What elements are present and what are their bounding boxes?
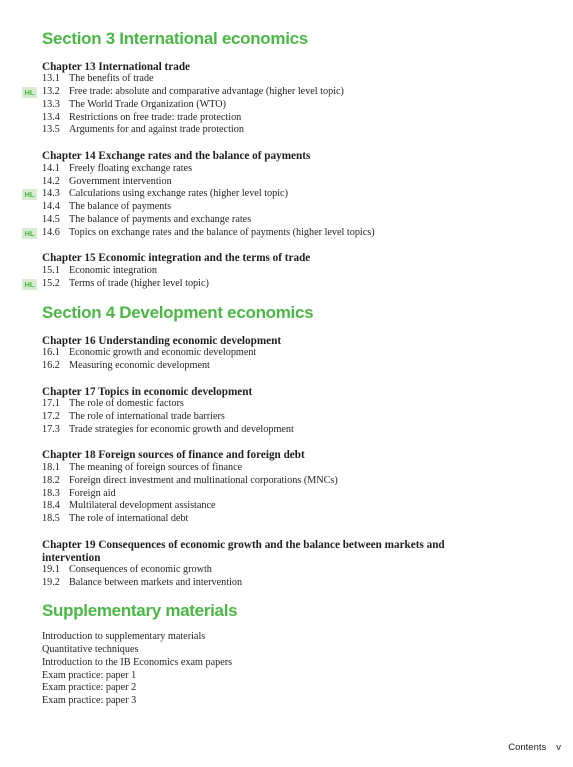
entry-number: 13.3 — [42, 99, 60, 110]
section-4-heading: Section 4 Development economics — [42, 303, 314, 322]
chapter-16-heading: Chapter 16 Understanding economic development — [42, 335, 282, 347]
entry-number: 18.3 — [42, 488, 60, 499]
toc-entry-13-5[interactable] — [42, 124, 244, 137]
chapter-14-heading: Chapter 14 Exchange rates and the balance of payments — [42, 150, 311, 162]
footer-label: Contents — [508, 742, 547, 753]
chapter-19-heading-continued: intervention — [42, 552, 101, 564]
entry-number: 16.2 — [42, 360, 60, 371]
higher-level-badge: HL — [22, 228, 37, 239]
toc-entry-14-5[interactable] — [42, 214, 251, 227]
supplementary-entry[interactable]: Exam practice: paper 1 — [42, 670, 137, 681]
entry-number: 13.4 — [42, 112, 60, 123]
entry-number: 16.1 — [42, 347, 60, 358]
entry-number: 14.6 — [42, 227, 60, 238]
entry-number: 17.1 — [42, 398, 60, 409]
entry-title: Consequences of economic growth — [69, 564, 212, 575]
toc-entry-14-1[interactable] — [42, 163, 192, 176]
higher-level-badge: HL — [22, 279, 37, 290]
toc-entry-14-6[interactable] — [42, 227, 375, 240]
supplementary-entry[interactable]: Exam practice: paper 2 — [42, 682, 137, 693]
entry-title: Measuring economic development — [69, 360, 210, 371]
toc-entry-13-2[interactable] — [42, 86, 344, 99]
entry-number: 19.1 — [42, 564, 60, 575]
toc-entry-14-3[interactable] — [42, 188, 288, 201]
entry-title: The meaning of foreign sources of finance — [69, 462, 243, 473]
entry-title: The World Trade Organization (WTO) — [69, 99, 227, 110]
entry-title: Terms of trade (higher level topic) — [69, 278, 209, 289]
entry-title: The benefits of trade — [69, 73, 154, 84]
page-footer — [508, 742, 561, 753]
entry-title: Foreign direct investment and multinational corporations (MNCs) — [69, 475, 338, 486]
entry-number: 14.5 — [42, 214, 60, 225]
toc-entry-17-3[interactable] — [42, 424, 294, 437]
chapter-18-heading: Chapter 18 Foreign sources of finance and foreign debt — [42, 449, 305, 461]
supplementary-entry[interactable]: Quantitative techniques — [42, 644, 139, 655]
entry-number: 14.1 — [42, 163, 60, 174]
entry-title: Restrictions on free trade: trade protection — [69, 112, 242, 123]
supplementary-entry[interactable]: Introduction to supplementary materials — [42, 631, 206, 642]
toc-entry-13-4[interactable] — [42, 112, 241, 125]
entry-title: Trade strategies for economic growth and development — [69, 424, 294, 435]
entry-title: Topics on exchange rates and the balance of payments (higher level topics) — [69, 227, 375, 238]
entry-number: 18.5 — [42, 513, 60, 524]
higher-level-badge: HL — [22, 87, 37, 98]
entry-title: Economic integration — [69, 265, 157, 276]
chapter-19-heading: Chapter 19 Consequences of economic growth and the balance between markets and — [42, 539, 445, 551]
chapter-15-heading: Chapter 15 Economic integration and the terms of trade — [42, 252, 311, 264]
entry-title: The role of domestic factors — [69, 398, 184, 409]
toc-entry-18-5[interactable] — [42, 513, 188, 526]
entry-number: 13.5 — [42, 124, 60, 135]
entry-number: 18.2 — [42, 475, 60, 486]
entry-number: 15.1 — [42, 265, 60, 276]
entry-number: 19.2 — [42, 577, 60, 588]
entry-number: 14.3 — [42, 188, 60, 199]
toc-entry-13-1[interactable] — [42, 73, 154, 86]
toc-entry-15-2[interactable] — [42, 278, 209, 291]
toc-entry-18-2[interactable] — [42, 475, 338, 488]
entry-title: Freely floating exchange rates — [69, 163, 193, 174]
entry-title: Government intervention — [69, 176, 172, 187]
entry-title: Arguments for and against trade protection — [69, 124, 244, 135]
entry-title: Foreign aid — [69, 488, 116, 499]
toc-entry-16-1[interactable] — [42, 347, 256, 360]
toc-entry-13-3[interactable] — [42, 99, 226, 112]
entry-number: 18.1 — [42, 462, 60, 473]
higher-level-badge: HL — [22, 189, 37, 200]
toc-entry-18-4[interactable] — [42, 500, 216, 513]
entry-number: 17.3 — [42, 424, 60, 435]
toc-entry-14-2[interactable] — [42, 176, 172, 189]
supplementary-entry[interactable]: Introduction to the IB Economics exam papers — [42, 657, 233, 668]
entry-title: Calculations using exchange rates (higher level topic) — [69, 188, 288, 199]
chapter-17-heading: Chapter 17 Topics in economic development — [42, 386, 253, 398]
entry-number: 17.2 — [42, 411, 60, 422]
entry-number: 13.2 — [42, 86, 60, 97]
entry-title: The role of international trade barriers — [69, 411, 225, 422]
toc-entry-17-2[interactable] — [42, 411, 225, 424]
chapter-13-heading: Chapter 13 International trade — [42, 61, 191, 73]
toc-entry-17-1[interactable] — [42, 398, 184, 411]
page-number: v — [556, 742, 561, 753]
supplementary-heading: Supplementary materials — [42, 601, 238, 620]
toc-entry-16-2[interactable] — [42, 360, 210, 373]
entry-number: 15.2 — [42, 278, 60, 289]
entry-title: Balance between markets and intervention — [69, 577, 243, 588]
toc-entry-15-1[interactable] — [42, 265, 157, 278]
entry-title: Free trade: absolute and comparative advantage (higher level topic) — [69, 86, 344, 97]
entry-title: The role of international debt — [69, 513, 189, 524]
toc-entry-18-3[interactable] — [42, 488, 116, 501]
toc-entry-19-1[interactable] — [42, 564, 212, 577]
entry-title: Multilateral development assistance — [69, 500, 216, 511]
toc-entry-14-4[interactable] — [42, 201, 171, 214]
supplementary-entry[interactable]: Exam practice: paper 3 — [42, 695, 137, 706]
section-3-heading: Section 3 International economics — [42, 29, 308, 48]
entry-title: The balance of payments — [69, 201, 172, 212]
entry-title: The balance of payments and exchange rates — [69, 214, 252, 225]
entry-title: Economic growth and economic development — [69, 347, 257, 358]
toc-entry-19-2[interactable] — [42, 577, 242, 590]
entry-number: 14.2 — [42, 176, 60, 187]
toc-entry-18-1[interactable] — [42, 462, 242, 475]
entry-number: 14.4 — [42, 201, 60, 212]
entry-number: 18.4 — [42, 500, 60, 511]
entry-number: 13.1 — [42, 73, 60, 84]
